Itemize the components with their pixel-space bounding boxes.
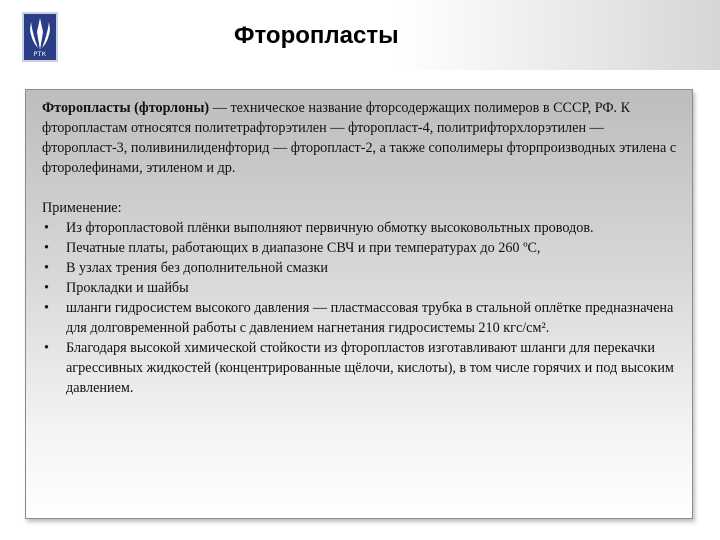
slide-header xyxy=(0,0,720,70)
list-item: • Из фторопластовой плёнки выполняют первичную обмотку высоковольтных проводов. xyxy=(42,218,678,238)
logo-text: РТК xyxy=(33,51,47,58)
applications-heading: Применение: xyxy=(42,200,122,216)
applications-list xyxy=(42,218,678,398)
page-title: Фторопласты xyxy=(234,22,399,49)
list-item: • Прокладки и шайбы xyxy=(42,278,678,298)
intro-term: Фторопласты (фторлоны) xyxy=(42,100,210,116)
rtk-logo xyxy=(22,12,58,62)
list-item: • В узлах трения без дополнительной смазки xyxy=(42,258,678,278)
intro-paragraph xyxy=(42,98,678,178)
intro-text: — техническое название фторсодержащих полимеров в СССР, РФ. К фторопластам относятся политетрафторэтилен — фторопласт-4, политрифторхлорэтилен — фторопласт-3, поливинилиденфторид — фторопласт-2, а также сополимеры фторпроизводных этилена с фторолефинами, этиленом и др. xyxy=(42,100,677,176)
list-item: • Печатные платы, работающих в диапазоне СВЧ и при температурах до 260 ºС, xyxy=(42,238,678,258)
list-item: • Благодаря высокой химической стойкости из фторопластов изготавливают шланги для перекачки агрессивных жидкостей (концентрированные щёлочи, кислоты), в том числе горячих и под высоким давлением. xyxy=(42,338,678,398)
list-item: • шланги гидросистем высокого давления — пластмассовая трубка в стальной оплётке предназначена для долговременной работы с давлением нагнетания гидросистемы 210 кгс/см². xyxy=(42,298,678,338)
content-box xyxy=(25,89,693,519)
